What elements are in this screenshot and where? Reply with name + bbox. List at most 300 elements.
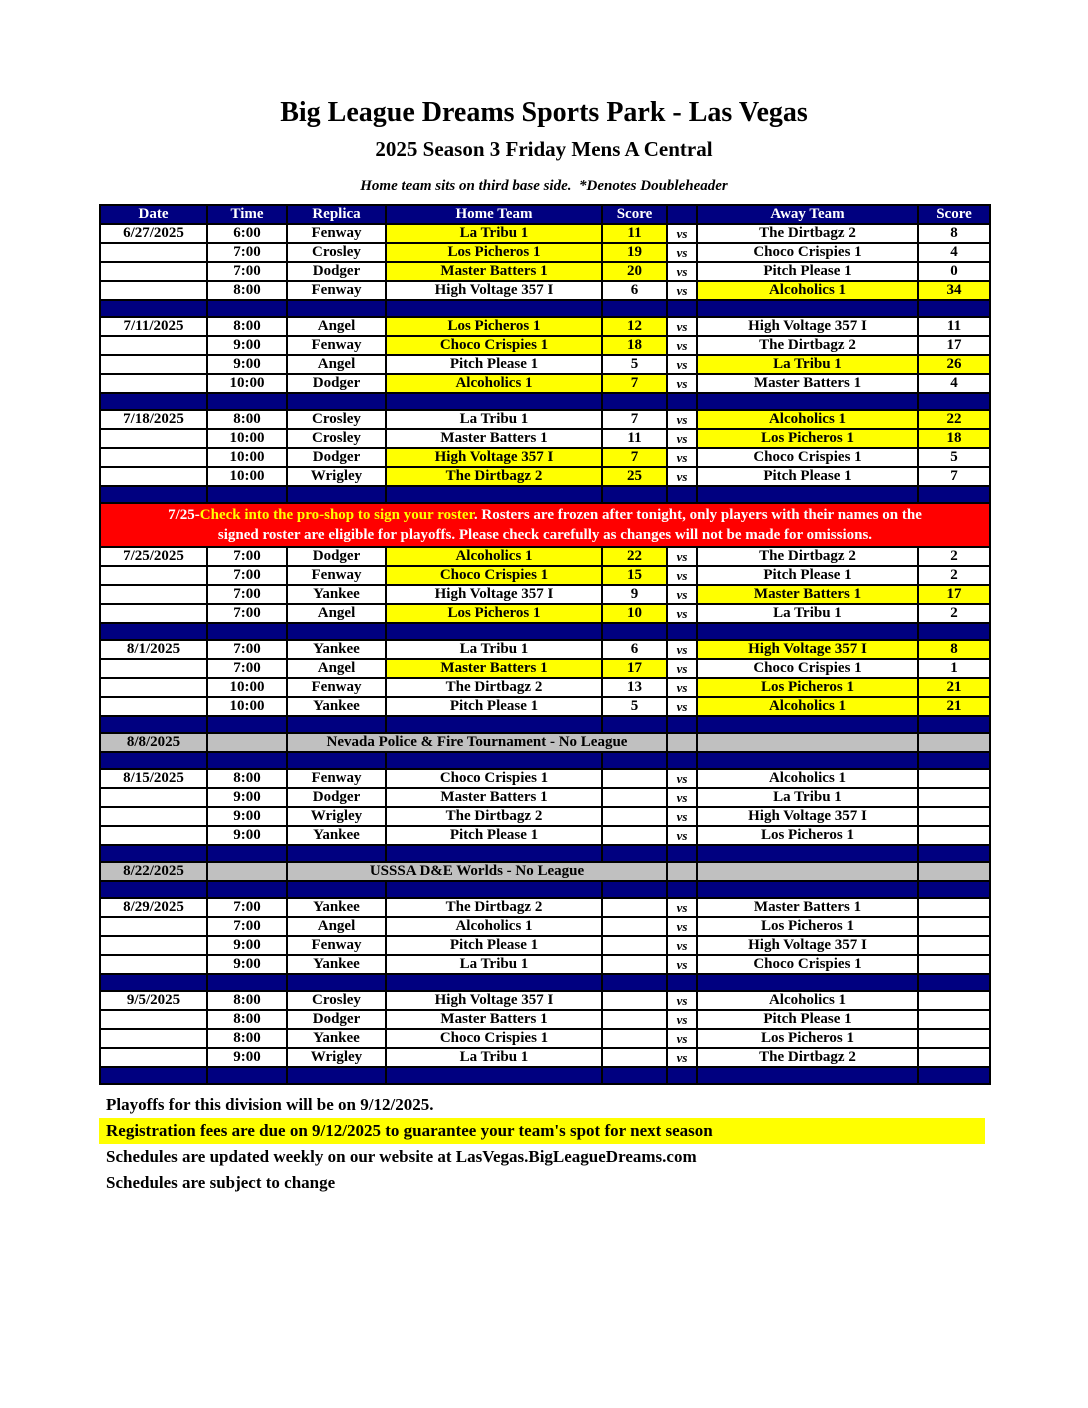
separator-cell	[386, 845, 602, 862]
vs-label: vs	[667, 659, 697, 678]
schedule-table	[99, 204, 991, 1085]
separator-row	[100, 752, 990, 769]
separator-cell	[287, 716, 386, 733]
home-team-cell: Master Batters 1	[386, 262, 602, 281]
vs-label: vs	[667, 585, 697, 604]
away-team-cell: The Dirtbagz 2	[697, 1048, 918, 1067]
header-away-score: Score	[918, 205, 990, 224]
separator-cell	[386, 300, 602, 317]
separator-cell	[918, 752, 990, 769]
replica-cell: Yankee	[287, 585, 386, 604]
header-away-team: Away Team	[697, 205, 918, 224]
header-date: Date	[100, 205, 207, 224]
home-score-cell: 18	[602, 336, 667, 355]
date-cell	[100, 243, 207, 262]
away-team-cell: Pitch Please 1	[697, 566, 918, 585]
game-row	[100, 955, 990, 974]
home-team-cell: La Tribu 1	[386, 640, 602, 659]
date-cell: 8/8/2025	[100, 733, 207, 752]
home-score-cell	[602, 788, 667, 807]
vs-label: vs	[667, 429, 697, 448]
vs-label: vs	[667, 547, 697, 566]
date-cell	[100, 697, 207, 716]
header-time: Time	[207, 205, 287, 224]
home-team-cell: Choco Crispies 1	[386, 769, 602, 788]
vs-cell	[667, 733, 697, 752]
replica-cell: Yankee	[287, 640, 386, 659]
home-team-cell: Pitch Please 1	[386, 355, 602, 374]
away-team-cell: La Tribu 1	[697, 604, 918, 623]
replica-cell: Crosley	[287, 991, 386, 1010]
home-team-cell: Los Picheros 1	[386, 604, 602, 623]
time-cell: 7:00	[207, 243, 287, 262]
separator-row	[100, 623, 990, 640]
separator-cell	[100, 716, 207, 733]
document-header	[0, 0, 1088, 195]
date-cell	[100, 429, 207, 448]
date-cell	[100, 788, 207, 807]
home-score-cell	[602, 826, 667, 845]
away-score-cell: 4	[918, 374, 990, 393]
home-team-cell: Alcoholics 1	[386, 917, 602, 936]
separator-cell	[602, 300, 667, 317]
replica-cell: Wrigley	[287, 807, 386, 826]
vs-label: vs	[667, 243, 697, 262]
separator-row	[100, 881, 990, 898]
home-team-cell: La Tribu 1	[386, 955, 602, 974]
vs-label: vs	[667, 262, 697, 281]
away-score-cell	[918, 1048, 990, 1067]
time-cell: 10:00	[207, 429, 287, 448]
away-score-cell	[918, 733, 990, 752]
home-team-cell: Choco Crispies 1	[386, 566, 602, 585]
home-score-cell: 13	[602, 678, 667, 697]
date-cell	[100, 336, 207, 355]
replica-cell: Angel	[287, 659, 386, 678]
replica-cell: Fenway	[287, 566, 386, 585]
home-score-cell: 5	[602, 697, 667, 716]
away-team-cell	[697, 733, 918, 752]
home-team-cell: Alcoholics 1	[386, 547, 602, 566]
separator-cell	[207, 845, 287, 862]
time-cell: 9:00	[207, 936, 287, 955]
replica-cell: Fenway	[287, 336, 386, 355]
date-cell: 8/15/2025	[100, 769, 207, 788]
disclaimer-note: Schedules are subject to change	[106, 1172, 336, 1192]
time-cell: 7:00	[207, 585, 287, 604]
date-cell	[100, 917, 207, 936]
date-cell	[100, 1010, 207, 1029]
vs-label: vs	[667, 1048, 697, 1067]
vs-label: vs	[667, 807, 697, 826]
replica-cell: Dodger	[287, 448, 386, 467]
away-score-cell	[918, 936, 990, 955]
separator-cell	[207, 486, 287, 503]
game-row	[100, 467, 990, 486]
date-cell	[100, 807, 207, 826]
separator-cell	[697, 393, 918, 410]
replica-cell: Fenway	[287, 769, 386, 788]
vs-label: vs	[667, 317, 697, 336]
away-team-cell: Pitch Please 1	[697, 467, 918, 486]
away-score-cell	[918, 1029, 990, 1048]
separator-cell	[207, 393, 287, 410]
game-row	[100, 566, 990, 585]
away-score-cell: 22	[918, 410, 990, 429]
separator-cell	[100, 752, 207, 769]
time-cell: 8:00	[207, 769, 287, 788]
schedule-header-row	[100, 205, 990, 224]
replica-cell: Angel	[287, 604, 386, 623]
separator-cell	[667, 845, 697, 862]
game-row	[100, 807, 990, 826]
separator-cell	[100, 974, 207, 991]
separator-row	[100, 974, 990, 991]
time-cell: 7:00	[207, 262, 287, 281]
replica-cell: Crosley	[287, 410, 386, 429]
separator-cell	[287, 623, 386, 640]
home-score-cell: 20	[602, 262, 667, 281]
registration-note: Registration fees are due on 9/12/2025 to guarantee your team's spot for next season	[99, 1118, 985, 1144]
replica-cell: Dodger	[287, 788, 386, 807]
separator-cell	[602, 845, 667, 862]
separator-cell	[287, 845, 386, 862]
separator-cell	[667, 752, 697, 769]
separator-cell	[918, 1067, 990, 1084]
game-row	[100, 826, 990, 845]
header-home-team: Home Team	[386, 205, 602, 224]
separator-cell	[287, 1067, 386, 1084]
date-cell	[100, 659, 207, 678]
playoffs-note: Playoffs for this division will be on 9/12/2025.	[106, 1094, 434, 1114]
date-cell	[100, 355, 207, 374]
home-team-cell: High Voltage 357 I	[386, 448, 602, 467]
separator-cell	[667, 623, 697, 640]
separator-cell	[386, 716, 602, 733]
vs-label: vs	[667, 448, 697, 467]
separator-cell	[602, 486, 667, 503]
time-cell: 9:00	[207, 807, 287, 826]
away-score-cell: 17	[918, 336, 990, 355]
home-team-cell: Master Batters 1	[386, 659, 602, 678]
replica-cell: Yankee	[287, 826, 386, 845]
page-title: Big League Dreams Sports Park - Las Vegas	[280, 97, 808, 128]
home-team-cell: Los Picheros 1	[386, 243, 602, 262]
home-score-cell	[602, 807, 667, 826]
separator-cell	[386, 486, 602, 503]
home-team-cell: Master Batters 1	[386, 1010, 602, 1029]
away-score-cell	[918, 807, 990, 826]
separator-cell	[386, 623, 602, 640]
away-team-cell: Alcoholics 1	[697, 281, 918, 300]
home-score-cell: 10	[602, 604, 667, 623]
away-team-cell: Choco Crispies 1	[697, 955, 918, 974]
away-score-cell: 1	[918, 659, 990, 678]
home-score-cell: 22	[602, 547, 667, 566]
game-row	[100, 898, 990, 917]
away-score-cell	[918, 1010, 990, 1029]
vs-label: vs	[667, 917, 697, 936]
away-score-cell	[918, 898, 990, 917]
time-cell: 9:00	[207, 355, 287, 374]
game-row	[100, 281, 990, 300]
date-cell: 7/18/2025	[100, 410, 207, 429]
game-row	[100, 659, 990, 678]
game-row	[100, 1048, 990, 1067]
game-row	[100, 769, 990, 788]
away-score-cell	[918, 955, 990, 974]
game-row	[100, 224, 990, 243]
date-cell	[100, 604, 207, 623]
vs-label: vs	[667, 336, 697, 355]
separator-cell	[386, 881, 602, 898]
away-score-cell: 18	[918, 429, 990, 448]
vs-label: vs	[667, 566, 697, 585]
date-cell	[100, 1029, 207, 1048]
separator-cell	[697, 881, 918, 898]
page-subtitle: 2025 Season 3 Friday Mens A Central	[375, 136, 713, 161]
separator-cell	[386, 393, 602, 410]
replica-cell: Yankee	[287, 955, 386, 974]
banner-line-2: signed roster are eligible for playoffs. Please check carefully as changes will not be made for omissions.	[217, 526, 873, 543]
time-cell: 10:00	[207, 467, 287, 486]
separator-cell	[100, 300, 207, 317]
home-score-cell: 6	[602, 281, 667, 300]
separator-cell	[386, 752, 602, 769]
vs-label: vs	[667, 1010, 697, 1029]
vs-label: vs	[667, 224, 697, 243]
replica-cell: Angel	[287, 917, 386, 936]
home-score-cell	[602, 955, 667, 974]
away-team-cell: Los Picheros 1	[697, 826, 918, 845]
replica-cell: Wrigley	[287, 467, 386, 486]
separator-cell	[667, 716, 697, 733]
separator-cell	[667, 300, 697, 317]
date-cell	[100, 585, 207, 604]
header-replica: Replica	[287, 205, 386, 224]
separator-cell	[918, 974, 990, 991]
away-score-cell: 8	[918, 640, 990, 659]
separator-cell	[207, 623, 287, 640]
away-team-cell: Alcoholics 1	[697, 410, 918, 429]
home-team-cell: La Tribu 1	[386, 224, 602, 243]
home-score-cell: 25	[602, 467, 667, 486]
away-score-cell: 11	[918, 317, 990, 336]
vs-label: vs	[667, 604, 697, 623]
time-cell: 9:00	[207, 788, 287, 807]
time-cell: 6:00	[207, 224, 287, 243]
away-team-cell: Los Picheros 1	[697, 917, 918, 936]
home-score-cell: 11	[602, 224, 667, 243]
game-row	[100, 262, 990, 281]
away-score-cell	[918, 917, 990, 936]
replica-cell: Dodger	[287, 262, 386, 281]
home-team-cell: Pitch Please 1	[386, 936, 602, 955]
separator-cell	[697, 1067, 918, 1084]
separator-cell	[207, 300, 287, 317]
away-score-cell: 21	[918, 697, 990, 716]
separator-cell	[918, 845, 990, 862]
date-cell	[100, 262, 207, 281]
home-team-cell: Master Batters 1	[386, 788, 602, 807]
game-row	[100, 1010, 990, 1029]
time-cell: 9:00	[207, 336, 287, 355]
vs-label: vs	[667, 898, 697, 917]
separator-row	[100, 845, 990, 862]
replica-cell: Fenway	[287, 936, 386, 955]
home-team-cell: Choco Crispies 1	[386, 336, 602, 355]
time-cell: 7:00	[207, 640, 287, 659]
separator-cell	[918, 623, 990, 640]
time-cell: 9:00	[207, 826, 287, 845]
away-team-cell: High Voltage 357 I	[697, 807, 918, 826]
away-score-cell: 0	[918, 262, 990, 281]
date-cell	[100, 566, 207, 585]
time-cell: 8:00	[207, 281, 287, 300]
away-team-cell: High Voltage 357 I	[697, 936, 918, 955]
home-team-cell: The Dirtbagz 2	[386, 467, 602, 486]
replica-cell: Yankee	[287, 898, 386, 917]
away-score-cell: 7	[918, 467, 990, 486]
separator-row	[100, 393, 990, 410]
separator-row	[100, 716, 990, 733]
separator-cell	[667, 393, 697, 410]
away-score-cell	[918, 769, 990, 788]
separator-cell	[667, 486, 697, 503]
separator-cell	[697, 486, 918, 503]
game-row	[100, 697, 990, 716]
date-cell: 8/1/2025	[100, 640, 207, 659]
header-vs	[667, 205, 697, 224]
separator-cell	[602, 393, 667, 410]
separator-cell	[602, 716, 667, 733]
vs-label: vs	[667, 697, 697, 716]
home-score-cell	[602, 769, 667, 788]
separator-cell	[100, 881, 207, 898]
away-score-cell: 2	[918, 566, 990, 585]
game-row	[100, 429, 990, 448]
vs-label: vs	[667, 374, 697, 393]
vs-label: vs	[667, 769, 697, 788]
away-score-cell	[918, 826, 990, 845]
game-row	[100, 448, 990, 467]
home-score-cell: 12	[602, 317, 667, 336]
separator-cell	[287, 300, 386, 317]
separator-cell	[100, 845, 207, 862]
time-cell: 10:00	[207, 448, 287, 467]
game-row	[100, 917, 990, 936]
away-team-cell: Master Batters 1	[697, 585, 918, 604]
banner-date-prefix: 7/25-	[168, 506, 200, 523]
vs-label: vs	[667, 467, 697, 486]
separator-cell	[100, 1067, 207, 1084]
vs-label: vs	[667, 1029, 697, 1048]
vs-label: vs	[667, 991, 697, 1010]
time-cell: 7:00	[207, 898, 287, 917]
time-cell: 10:00	[207, 374, 287, 393]
date-cell	[100, 1048, 207, 1067]
separator-cell	[667, 881, 697, 898]
home-team-cell: The Dirtbagz 2	[386, 678, 602, 697]
away-team-cell: Choco Crispies 1	[697, 659, 918, 678]
away-score-cell: 26	[918, 355, 990, 374]
separator-cell	[287, 881, 386, 898]
date-cell	[100, 678, 207, 697]
time-cell: 8:00	[207, 1029, 287, 1048]
date-cell: 9/5/2025	[100, 991, 207, 1010]
home-score-cell: 15	[602, 566, 667, 585]
home-score-cell: 17	[602, 659, 667, 678]
replica-cell: Angel	[287, 317, 386, 336]
home-team-cell: High Voltage 357 I	[386, 585, 602, 604]
banner-line-1	[103, 505, 987, 525]
time-cell: 10:00	[207, 678, 287, 697]
separator-cell	[697, 974, 918, 991]
away-score-cell: 2	[918, 604, 990, 623]
website-note: Schedules are updated weekly on our website at LasVegas.BigLeagueDreams.com	[106, 1146, 697, 1166]
separator-cell	[207, 752, 287, 769]
vs-label: vs	[667, 788, 697, 807]
away-score-cell: 2	[918, 547, 990, 566]
home-team-cell: High Voltage 357 I	[386, 281, 602, 300]
date-cell: 8/22/2025	[100, 862, 207, 881]
away-team-cell: Choco Crispies 1	[697, 243, 918, 262]
home-team-cell: High Voltage 357 I	[386, 991, 602, 1010]
game-row	[100, 991, 990, 1010]
tournament-row	[100, 862, 990, 881]
away-team-cell: Alcoholics 1	[697, 769, 918, 788]
separator-cell	[207, 716, 287, 733]
home-team-cell: La Tribu 1	[386, 410, 602, 429]
separator-cell	[697, 300, 918, 317]
away-team-cell: La Tribu 1	[697, 355, 918, 374]
away-score-cell	[918, 991, 990, 1010]
game-row	[100, 678, 990, 697]
game-row	[100, 317, 990, 336]
date-cell: 6/27/2025	[100, 224, 207, 243]
game-row	[100, 336, 990, 355]
home-score-cell	[602, 917, 667, 936]
home-score-cell: 11	[602, 429, 667, 448]
vs-label: vs	[667, 936, 697, 955]
separator-cell	[918, 393, 990, 410]
replica-cell: Yankee	[287, 1029, 386, 1048]
date-cell	[100, 826, 207, 845]
separator-cell	[918, 486, 990, 503]
away-team-cell: Pitch Please 1	[697, 1010, 918, 1029]
game-row	[100, 374, 990, 393]
home-score-cell	[602, 1048, 667, 1067]
time-cell: 8:00	[207, 1010, 287, 1029]
away-score-cell	[918, 862, 990, 881]
separator-cell	[100, 623, 207, 640]
date-cell	[100, 955, 207, 974]
separator-cell	[697, 623, 918, 640]
home-team-cell: The Dirtbagz 2	[386, 898, 602, 917]
home-team-cell: The Dirtbagz 2	[386, 807, 602, 826]
home-team-cell: La Tribu 1	[386, 1048, 602, 1067]
tournament-label: Nevada Police & Fire Tournament - No League	[287, 733, 667, 752]
date-cell: 7/11/2025	[100, 317, 207, 336]
vs-label: vs	[667, 640, 697, 659]
time-cell: 10:00	[207, 697, 287, 716]
separator-cell	[602, 881, 667, 898]
header-home-score: Score	[602, 205, 667, 224]
away-team-cell: High Voltage 357 I	[697, 640, 918, 659]
separator-cell	[287, 486, 386, 503]
time-cell: 8:00	[207, 317, 287, 336]
tournament-row	[100, 733, 990, 752]
